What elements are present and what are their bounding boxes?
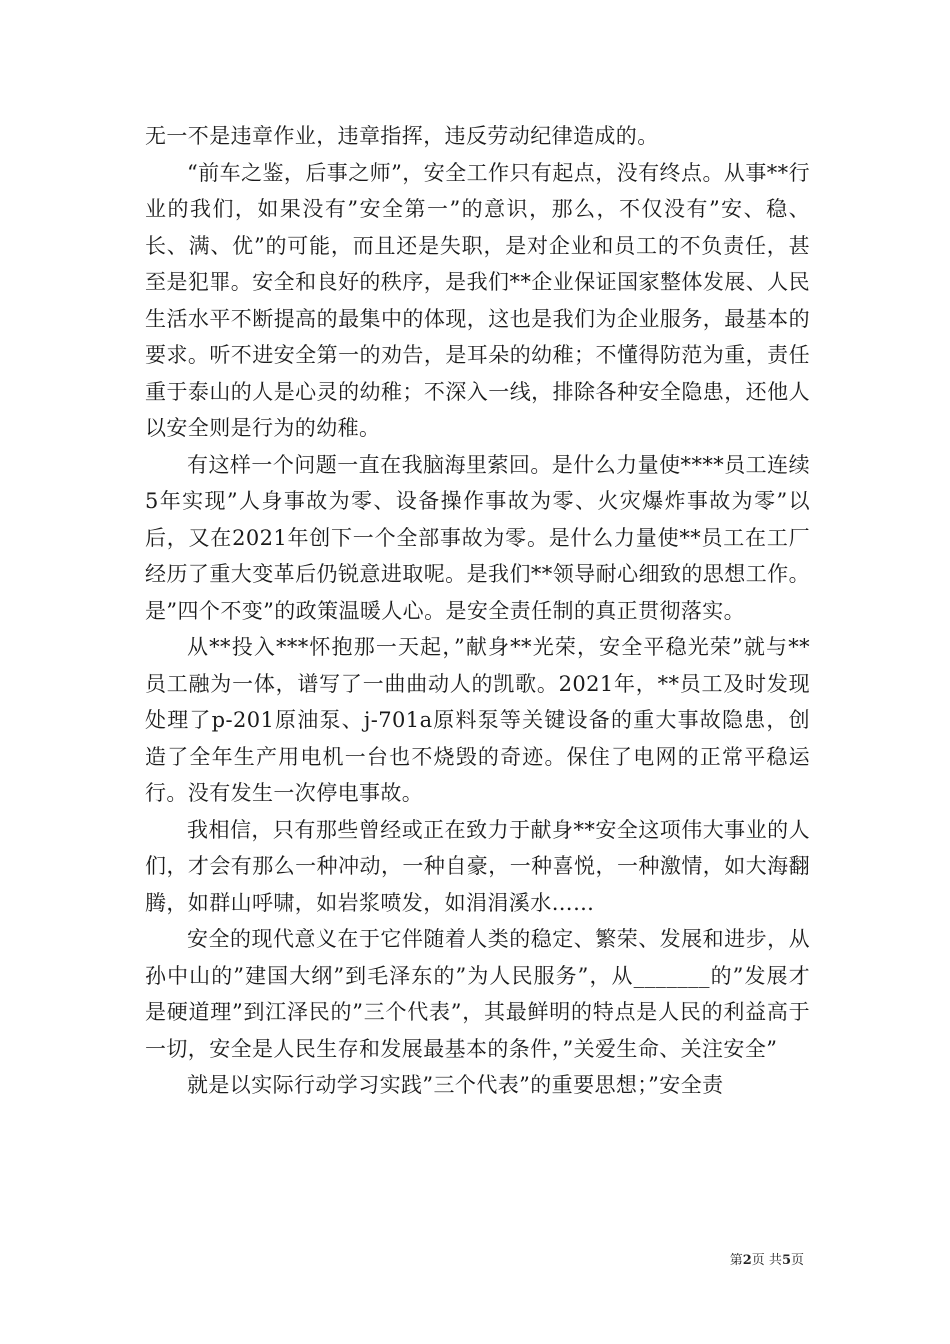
footer-total-pages: 5 — [781, 1253, 791, 1268]
page-footer — [730, 1249, 804, 1268]
paragraph-2: “前车之鉴，后事之师”，安全工作只有起点，没有终点。从事**行业的我们，如果没有”安全第一”的意识，那么，不仅没有”安、稳、长、满、优”的可能，而且还是失职，是对企业和员工的不负责任，甚至是犯罪。安全和良好的秩序，是我们**企业保证国家整体发展、人民生活水平不断提高的最集中的体现，这也是我们为企业服务，最基本的要求。听不进安全第一的劝告，是耳朵的幼稚；不懂得防范为重，责任重于泰山的人是心灵的幼稚；不深入一线，排除各种安全隐患，还他人以安全则是行为的幼稚。 — [145, 160, 810, 440]
footer-suffix: 页 — [790, 1253, 804, 1268]
document-body — [145, 118, 810, 1104]
paragraph-3: 有这样一个问题一直在我脑海里萦回。是什么力量使****员工连续5年实现”人身事故为零、设备操作事故为零、火灾爆炸事故为零”以后，又在2021年创下一个全部事故为零。是什么力量使**员工在工厂经历了重大变革后仍锐意进取呢。是我们**领导耐心细致的思想工作。是”四个不变”的政策温暖人心。是安全责任制的真正贯彻落实。 — [145, 452, 810, 623]
paragraph-7: 就是以实际行动学习实践”三个代表”的重要思想；”安全责 — [187, 1073, 724, 1097]
paragraph-5: 我相信，只有那些曾经或正在致力于献身**安全这项伟大事业的人们，才会有那么一种冲动，一种自豪，一种喜悦，一种激情，如大海翻腾，如群山呼啸，如岩浆喷发，如涓涓溪水…… — [145, 817, 810, 915]
footer-prefix: 第 — [729, 1253, 743, 1268]
paragraph-1: 无一不是违章作业，违章指挥，违反劳动纪律造成的。 — [145, 124, 659, 148]
footer-middle: 页 共 — [751, 1253, 782, 1268]
footer-current-page: 2 — [742, 1253, 752, 1268]
paragraph-6: 安全的现代意义在于它伴随着人类的稳定、繁荣、发展和进步，从孙中山的”建国大纲”到毛泽东的”为人民服务”，从_______的”发展才是硬道理”到江泽民的”三个代表”，其最鲜明的特点是人民的利益高于一切，安全是人民生存和发展最基本的条件，”关爱生命、关注安全” — [145, 927, 810, 1061]
paragraph-4: 从**投入***怀抱那一天起，”献身**光荣，安全平稳光荣”就与**员工融为一体，谱写了一曲曲动人的凯歌。2021年，**员工及时发现处理了p-201原油泵、j-701a原料泵等关键设备的重大事故隐患，创造了全年生产用电机一台也不烧毁的奇迹。保住了电网的正常平稳运行。没有发生一次停电事故。 — [145, 635, 810, 805]
